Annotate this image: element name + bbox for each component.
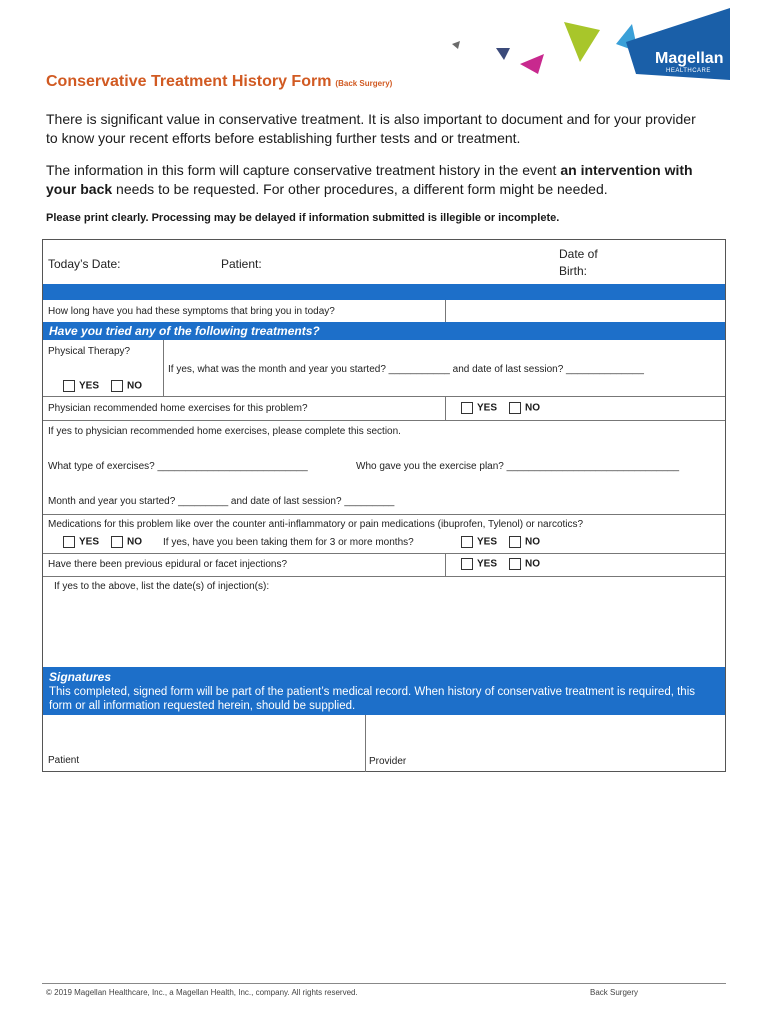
- intro-p2-c: needs to be requested. For other procedures, a different form might be needed.: [112, 181, 608, 197]
- logo-subtext: HEALTHCARE: [666, 68, 711, 74]
- pt-yes-checkbox[interactable]: [63, 380, 75, 392]
- home-exercises-question: Physician recommended home exercises for this problem?: [48, 403, 308, 414]
- pt-yes-label: YES: [79, 380, 100, 392]
- meds-3mo-yes-label: YES: [477, 536, 498, 548]
- exercise-type-field[interactable]: What type of exercises? ___________________________: [48, 461, 308, 472]
- provider-signature-field[interactable]: [366, 715, 725, 772]
- legibility-notice: Please print clearly. Processing may be delayed if information submitted is illegible or incomplete.: [46, 212, 560, 224]
- intro-paragraph-2: [46, 161, 706, 199]
- meds-no-checkbox[interactable]: [111, 536, 123, 548]
- meds-yes-checkbox[interactable]: [63, 536, 75, 548]
- dob-field[interactable]: [598, 240, 725, 284]
- home-ex-no-checkbox[interactable]: [509, 402, 521, 414]
- signatures-title: Signatures: [49, 670, 112, 684]
- intro-paragraph-1: There is significant value in conservative treatment. It is also important to document and for your provider to know your recent efforts before establishing further tests and or treatment.: [46, 111, 696, 146]
- history-form: [42, 239, 726, 772]
- home-ex-yes-label: YES: [477, 402, 498, 414]
- patient-field[interactable]: [223, 240, 543, 284]
- row-divider: [43, 576, 725, 577]
- patient-label: Patient:: [221, 257, 262, 271]
- dob-label-line1: Date of: [559, 247, 598, 261]
- injections-note: If yes to the above, list the date(s) of injection(s):: [54, 581, 270, 592]
- row-divider: [43, 553, 725, 554]
- row-divider: [43, 396, 725, 397]
- pt-yes-no: [63, 380, 142, 392]
- dob-label-line2: Birth:: [559, 264, 588, 278]
- injections-yes-no: [461, 558, 540, 570]
- injection-dates-field[interactable]: [43, 596, 725, 666]
- footer-divider: [42, 983, 726, 984]
- meds-3mo-no-label: NO: [525, 536, 541, 548]
- injections-no-label: NO: [525, 558, 541, 570]
- symptoms-question: How long have you had these symptoms that bring you in today?: [48, 306, 335, 317]
- blue-separator-bar: [43, 284, 725, 300]
- injections-yes-checkbox[interactable]: [461, 558, 473, 570]
- pt-followup: If yes, what was the month and year you started? ___________ and date of last session? ______________: [168, 364, 644, 375]
- injections-yes-label: YES: [477, 558, 498, 570]
- meds-3mo-no-checkbox[interactable]: [509, 536, 521, 548]
- section-treatments-title: Have you tried any of the following treatments?: [49, 324, 320, 338]
- meds-3mo-yes-no: [461, 536, 540, 548]
- todays-date-label: Today’s Date:: [48, 257, 121, 271]
- logo: [440, 8, 730, 80]
- pt-no-label: NO: [127, 380, 143, 392]
- divider: [163, 340, 164, 396]
- section-treatments-header: [43, 322, 725, 340]
- intro-p2-a: The information in this form will capture conservative treatment history in the event: [46, 162, 561, 178]
- medications-question: Medications for this problem like over the counter anti-inflammatory or pain medications (ibuprofen, Tylenol) or narcotics?: [48, 519, 584, 530]
- signatures-text: This completed, signed form will be part of the patient’s medical record. When history of conservative treatment is required, this form or all information requested herein, should be supplied.: [49, 686, 695, 712]
- meds-followup-question: If yes, have you been taking them for 3 or more months?: [163, 537, 414, 548]
- symptoms-duration-field[interactable]: [446, 300, 725, 322]
- patient-signature-field[interactable]: [43, 715, 365, 772]
- injections-question: Have there been previous epidural or facet injections?: [48, 559, 288, 570]
- todays-date-field[interactable]: [43, 240, 223, 284]
- home-ex-note: If yes to physician recommended home exercises, please complete this section.: [48, 426, 401, 437]
- meds-3mo-yes-checkbox[interactable]: [461, 536, 473, 548]
- row-divider: [43, 420, 725, 421]
- exercise-dates-field[interactable]: Month and year you started? _________ and date of last session? _________: [48, 496, 395, 507]
- footer-copyright: © 2019 Magellan Healthcare, Inc., a Magellan Health, Inc., company. All rights reserved.: [46, 988, 358, 997]
- title-subtitle: (Back Surgery): [335, 79, 393, 88]
- provider-signature-label: Provider: [369, 756, 407, 767]
- home-ex-no-label: NO: [525, 402, 541, 414]
- divider: [445, 553, 446, 576]
- row-divider: [43, 514, 725, 515]
- home-ex-yes-checkbox[interactable]: [461, 402, 473, 414]
- injections-no-checkbox[interactable]: [509, 558, 521, 570]
- logo-text: Magellan: [655, 50, 724, 67]
- patient-signature-label: Patient: [48, 755, 80, 766]
- exercise-who-field[interactable]: Who gave you the exercise plan? _______________________________: [356, 461, 680, 472]
- pt-no-checkbox[interactable]: [111, 380, 123, 392]
- intro-p2-bold: an intervention with your back: [46, 162, 693, 197]
- meds-yes-label: YES: [79, 536, 100, 548]
- physical-therapy-label: Physical Therapy?: [48, 346, 131, 357]
- home-ex-yes-no: [461, 402, 540, 414]
- footer-doc-name: Back Surgery: [590, 988, 639, 997]
- meds-no-label: NO: [127, 536, 143, 548]
- form-title: [46, 73, 392, 91]
- title-text: Conservative Treatment History Form: [46, 73, 332, 90]
- signatures-header: [43, 667, 725, 715]
- divider: [445, 396, 446, 420]
- meds-yes-no: [63, 536, 142, 548]
